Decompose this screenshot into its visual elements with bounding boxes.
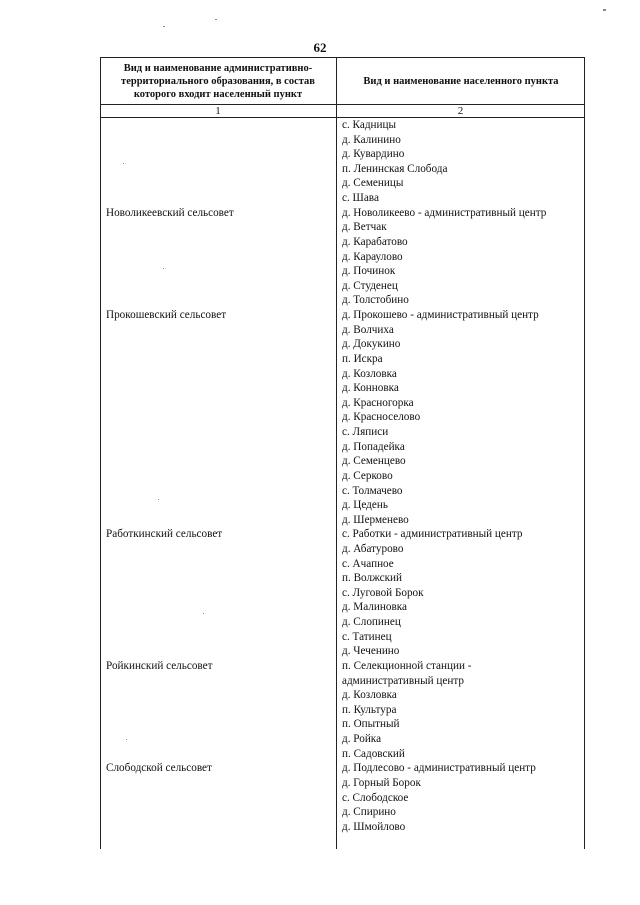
administrative-entity-name: Ройкинский сельсовет: [106, 659, 213, 672]
table-row: [100, 557, 585, 572]
table-row: [100, 323, 585, 338]
settlement-name: д. Волчиха: [342, 323, 394, 336]
table-row: [100, 513, 585, 528]
administrative-entity-name: Прокошевский сельсовет: [106, 309, 227, 322]
scan-speck: [163, 26, 165, 27]
settlement-name: с. Луговой Борок: [342, 586, 424, 599]
scan-speck: [163, 268, 164, 269]
scan-speck: [123, 163, 124, 164]
table-row: [100, 542, 585, 557]
table-row: [100, 586, 585, 601]
table-row: [100, 279, 585, 294]
settlement-name: с. Кадницы: [342, 119, 397, 131]
table-row: [100, 191, 585, 206]
settlements-table: [100, 57, 585, 849]
settlement-name: д. Козловка: [342, 689, 397, 702]
settlement-name: п. Селекционной станции -: [342, 659, 472, 672]
table-row: [100, 133, 585, 148]
table-row: [100, 381, 585, 396]
settlement-name: с. Слободское: [342, 791, 409, 804]
table-row: [100, 820, 585, 835]
settlement-name: д. Конновка: [342, 382, 399, 395]
table-row: [100, 147, 585, 162]
settlement-name: д. Докукино: [342, 338, 401, 351]
settlement-name: д. Карабатово: [342, 235, 408, 248]
settlement-name: п. Садовский: [342, 747, 405, 760]
table-row: [100, 352, 585, 367]
table-row: [100, 644, 585, 659]
page-number: 62: [313, 40, 327, 55]
column-header-settlement: Вид и наименование населенного пункта: [363, 75, 559, 87]
settlement-name: д. Прокошево - административный центр: [342, 309, 539, 322]
settlement-name: д. Ветчак: [342, 221, 387, 234]
settlement-name: с. Ляписи: [342, 426, 389, 439]
settlement-name: д. Козловка: [342, 367, 397, 380]
settlement-name: д. Серково: [342, 469, 393, 482]
settlement-name: д. Красногорка: [342, 396, 414, 409]
settlement-name: д. Чеченино: [342, 645, 400, 658]
table-row: [100, 293, 585, 308]
table-row: [100, 469, 585, 484]
settlement-name: д. Горный Борок: [342, 776, 421, 789]
settlement-name: п. Опытный: [342, 718, 400, 731]
table-row: [100, 176, 585, 191]
settlement-name: д. Семеницы: [342, 177, 404, 190]
table-row: [100, 674, 585, 689]
scan-speck: [126, 739, 127, 740]
settlement-name: п. Ленинская Слобода: [342, 162, 448, 175]
table-row: [100, 717, 585, 732]
settlement-name: д. Студенец: [342, 279, 398, 292]
table-row: [100, 250, 585, 265]
table-row: [100, 600, 585, 615]
settlement-name: д. Шмойлово: [342, 820, 406, 833]
administrative-entity-name: Работкинский сельсовет: [106, 528, 223, 541]
column-number-1: 1: [215, 105, 221, 117]
settlement-name: п. Культура: [342, 703, 397, 716]
settlement-name: с. Шава: [342, 192, 379, 205]
settlement-name: с. Ачапное: [342, 557, 394, 570]
table-row: [100, 396, 585, 411]
settlement-name: п. Волжский: [342, 572, 402, 585]
table-row: [100, 571, 585, 586]
administrative-entity-name: Слободской сельсовет: [106, 762, 212, 775]
table-row: [100, 484, 585, 499]
table-row: [100, 454, 585, 469]
settlement-name: д. Слопинец: [342, 616, 401, 629]
scan-speck: [203, 613, 204, 614]
settlement-name: д. Толстобино: [342, 294, 409, 307]
settlement-name: д. Попадейка: [342, 440, 405, 453]
column-header-entity: Вид и наименование административно-территориального образования, в состав которого входит населенный пункт: [121, 62, 315, 100]
settlement-name: д. Починок: [342, 265, 396, 278]
table-row: [100, 220, 585, 235]
settlement-name: д. Красноселово: [342, 411, 421, 424]
table-row: [100, 776, 585, 791]
settlement-name: д. Семенцево: [342, 455, 406, 468]
table-row: [100, 425, 585, 440]
table-row: [100, 337, 585, 352]
settlement-name: д. Абатурово: [342, 542, 404, 555]
scan-speck: [215, 19, 217, 20]
table-row: [100, 761, 585, 776]
settlement-name: д. Новоликеево - административный центр: [342, 206, 547, 219]
table-row: [100, 440, 585, 455]
settlement-name: д. Подлесово - административный центр: [342, 762, 536, 775]
settlement-name: с. Толмачево: [342, 484, 403, 497]
table-row: [100, 615, 585, 630]
table-row: [100, 703, 585, 718]
table-row: [100, 630, 585, 645]
table-row: [100, 805, 585, 820]
table-row: [100, 118, 585, 133]
table-row: [100, 498, 585, 513]
column-number-2: 2: [457, 105, 464, 117]
administrative-entity-name: Новоликеевский сельсовет: [106, 206, 234, 219]
table-row: [100, 732, 585, 747]
table-row: [100, 791, 585, 806]
table-row: [100, 659, 585, 674]
scan-speck: [158, 499, 159, 500]
settlement-name: д. Цедень: [342, 499, 388, 512]
settlement-name: д. Кувардино: [342, 148, 405, 161]
settlement-name: д. Спирино: [342, 806, 396, 819]
settlement-name: д. Караулово: [342, 250, 403, 263]
table-row: [100, 206, 585, 221]
scan-speck: [603, 9, 606, 11]
table-row: [100, 235, 585, 250]
settlement-name: д. Малиновка: [342, 601, 407, 614]
settlement-name: д. Ройка: [342, 733, 382, 746]
table-row: [100, 527, 585, 542]
settlement-name: д. Калинино: [342, 133, 401, 146]
settlement-name: административный центр: [342, 674, 464, 687]
table-row: [100, 162, 585, 177]
table-row: [100, 308, 585, 323]
table-row: [100, 367, 585, 382]
table-row: [100, 688, 585, 703]
table-row: [100, 747, 585, 762]
table-row: [100, 264, 585, 279]
settlement-name: д. Шерменево: [342, 513, 409, 526]
settlement-name: п. Искра: [342, 352, 383, 365]
settlement-name: с. Татинец: [342, 630, 392, 643]
table-row: [100, 410, 585, 425]
settlement-name: с. Работки - административный центр: [342, 528, 523, 541]
